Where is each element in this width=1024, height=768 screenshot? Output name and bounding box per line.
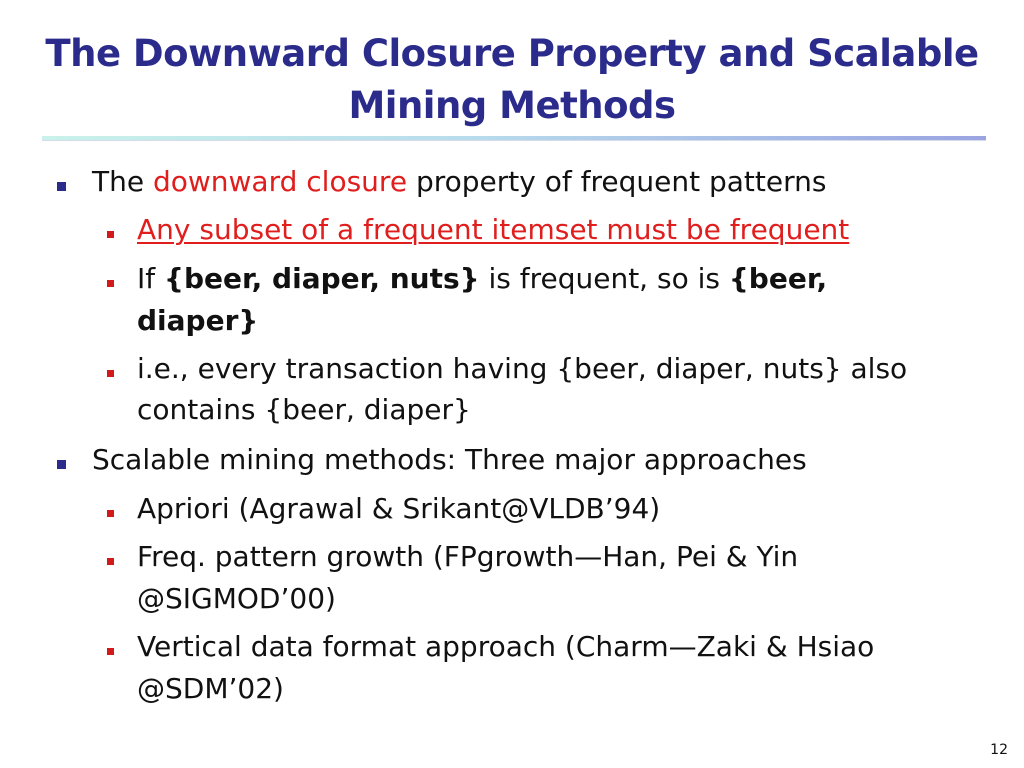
bullet-text: Scalable mining methods: Three major approaches bbox=[92, 443, 807, 476]
sub-bullet-any-subset bbox=[137, 210, 972, 250]
itemset-text: diaper} bbox=[137, 304, 259, 337]
bullet-downward-closure bbox=[92, 162, 972, 202]
slide-title: The Downward Closure Property and Scalable Mining Methods bbox=[45, 32, 979, 127]
sub-bullet-ie-cont bbox=[137, 390, 972, 430]
bullet-level2-icon bbox=[107, 370, 114, 377]
sub-bullet-charm bbox=[137, 627, 972, 667]
bullet-level2-icon bbox=[107, 558, 114, 565]
bullet-level2-icon bbox=[107, 231, 114, 238]
bullet-scalable-methods bbox=[92, 440, 972, 480]
sub-bullet-if-frequent-cont bbox=[137, 301, 972, 341]
bullet-text: property of frequent patterns bbox=[407, 165, 827, 198]
sub-bullet-fpgrowth-cont bbox=[137, 579, 972, 619]
itemset-text: {beer, diaper, nuts} bbox=[164, 262, 480, 295]
bullet-text: The bbox=[92, 165, 153, 198]
sub-bullet-charm-cont bbox=[137, 669, 972, 709]
bullet-level1-icon bbox=[57, 460, 66, 469]
sub-bullet-ie bbox=[137, 349, 972, 389]
bullet-text: Vertical data format approach (Charm—Zaki & Hsiao bbox=[137, 630, 875, 663]
bullet-text: @SIGMOD’00) bbox=[137, 582, 336, 615]
bullet-text: If bbox=[137, 262, 165, 295]
bullet-text: i.e., every transaction having {beer, diaper, nuts} also bbox=[137, 352, 908, 385]
itemset-text: {beer, bbox=[728, 262, 828, 295]
bullet-level2-icon bbox=[107, 280, 114, 287]
bullet-level1-icon bbox=[57, 182, 66, 191]
highlight-text: downward closure bbox=[152, 165, 408, 198]
page-number: 12 bbox=[990, 742, 1008, 758]
title-divider-shadow bbox=[42, 140, 986, 141]
bullet-text: is frequent, so is bbox=[479, 262, 729, 295]
bullet-text: contains {beer, diaper} bbox=[137, 393, 471, 426]
bullet-text: Apriori (Agrawal & Srikant@VLDB’94) bbox=[137, 492, 661, 525]
bullet-level2-icon bbox=[107, 510, 114, 517]
bullet-text: Freq. pattern growth (FPgrowth—Han, Pei & Yin bbox=[137, 540, 799, 573]
sub-bullet-if-frequent bbox=[137, 259, 972, 299]
bullet-level2-icon bbox=[107, 648, 114, 655]
sub-bullet-fpgrowth bbox=[137, 537, 972, 577]
subset-rule-text: Any subset of a frequent itemset must be frequent bbox=[137, 213, 850, 246]
sub-bullet-apriori bbox=[137, 489, 972, 529]
bullet-text: @SDM’02) bbox=[137, 672, 284, 705]
